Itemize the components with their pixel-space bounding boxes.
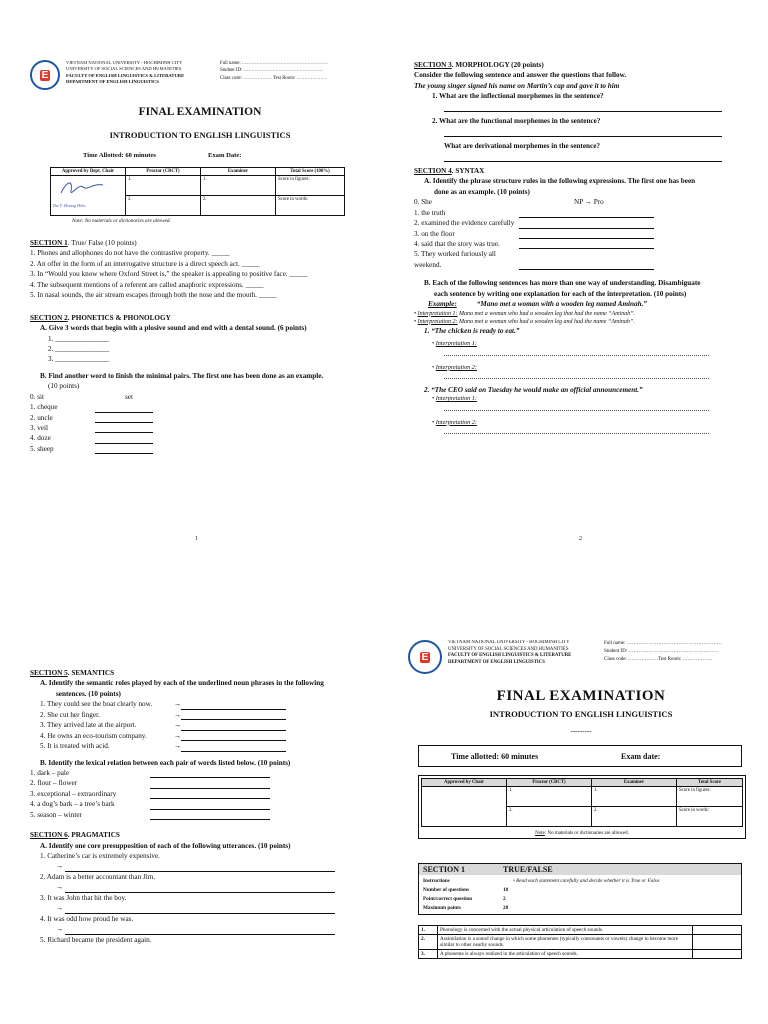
table-row: 2. Assimilation is a sound change in which some phonemes (typically consonants or vowels) change to become more similar to other nearby sounds.: [419, 935, 742, 950]
minimal-pair-row: 3. veil: [30, 423, 370, 433]
semantic-row: 1. They could see the boat clearly now. →: [30, 699, 370, 709]
answer-line[interactable]: [95, 423, 153, 433]
answer-cell[interactable]: [693, 926, 742, 935]
university-info: VIETNAM NATIONAL UNIVERSITY - HOCHIMINH CITY UNIVERSITY OF SOCIAL SCIENCES AND HUMANITIES FACULTY OF ENGLISH LINGUISTICS & LITERATURE DEPARTMENT OF ENGLISH LINGUISTICS: [66, 60, 185, 85]
answer-line[interactable]: [150, 789, 270, 799]
semantic-row: 4. He owns an eco-tourism company. →: [30, 731, 370, 741]
exam-page-4: E VIETNAM NATIONAL UNIVERSITY - HOCHIMINH CITY UNIVERSITY OF SOCIAL SCIENCES AND HUMANITIES FACULTY OF ENGLISH LINGUISTICS & LITERATURE DEPARTMENT OF ENGLISH LINGUISTICS Full name: ………………………………………………… Student ID: ……………………………………………… Class code: ………………Test Room: ……………… FINAL EXAMINATION INTRODUCTION TO ENGLISH LINGUISTICS --------- Time allotted: 60 minutes Exam date: Approved by Chair Proctor (CBCT) Examiner Total Score 1. 1. Score in figures: 2. 2. Score in words: Note: No materials or dictionaries are allowed. SECTION 1 TRUE/FALSE Instructions • Read each statement carefully and decide whether it is True or False. Number of questions 10 Point/correct question 2 Maximum points 20 1. Phonology is concerned with the actual physical articulation of speech sounds. 2. Assimilation is a sound change in which some phonemes (typically consonants or vowels) change to become more similar to other nearby sounds. 3. A phoneme is always realized in the articulation of speech sounds.: [408, 640, 754, 1024]
answer-line[interactable]: [181, 710, 286, 720]
section-1: SECTION 1. True/ False (10 points) 1. Phones and allophones do not have the contrastive property. _____ 2. An offer in the form of an interrogative structure is a direct speech act. _____ 3. In “Would you know where Oxford Street is,” the speaker is appealing to positive face. _____ 4. The subsequent mentions of a referent are called anaphoric expressions. _____ 5. In nasal sounds, the air stream escapes through both the nose and the mouth. _____: [30, 239, 308, 300]
exam-subtitle: INTRODUCTION TO ENGLISH LINGUISTICS: [489, 709, 673, 719]
minimal-pair-example: 0. sit set: [30, 392, 133, 401]
lexical-row: 4. a dog’s bark – a tree’s bark: [30, 799, 370, 809]
lexical-row: 2. flour – flower: [30, 778, 370, 788]
time-box: Time allotted: 60 minutes Exam date:: [418, 745, 742, 767]
answer-line[interactable]: [444, 355, 709, 356]
exam-date: Exam Date:: [207, 152, 242, 159]
exam-title: FINAL EXAMINATION: [496, 688, 666, 704]
answer-line[interactable]: [519, 218, 654, 228]
section-1-header: SECTION 1 TRUE/FALSE: [419, 864, 741, 875]
phrase-row: 1. the truth: [414, 208, 754, 218]
answer-line[interactable]: [519, 249, 654, 270]
section-4: SECTION 4. SYNTAX A. Identify the phrase structure rules in the following expressions. The first one has been done as an example. (10 points) 0. She NP → Pro 1. the truth 2. examined the evidence carefully 3. on the floor 4. said that the story was true. 5. They worked furiously all weekend. B. Each of the following sentences has more than one way of understanding. Disambiguate each sentence by writing one explanation for each of the interpretation. (10 points) Example: “Mano met a woman with a wooden leg named Aminah.” • Interpretation 1: Mano met a woman who had a wooden leg that had the name “Aminah”. • Interpretation 2: Mano met a woman who had a wooden leg and had the name “Aminah”. 1. “The chicken is ready to eat.” • Interpretation 1: • Interpretation 2: 2. “The CEO said on Tuesday he would make an official announcement.” • Interpretation 1: • Interpretation 2:: [414, 166, 754, 434]
table-row: 1. Phonology is concerned with the actual physical articulation of speech sounds.: [419, 926, 742, 935]
materials-note: Note: No materials or dictionaries are allowed.: [535, 831, 629, 836]
answer-line[interactable]: [95, 413, 153, 423]
answer-line[interactable]: [95, 433, 153, 443]
lexical-row: 1. dark – pale: [30, 768, 370, 778]
minimal-pair-row: 4. doze: [30, 433, 370, 443]
answer-line[interactable]: [519, 229, 654, 239]
answer-line[interactable]: [150, 778, 270, 788]
student-info: Full name: ………………………………………………… Student ID: ……………………………………………… Class code: ………………Test Room: ………………: [604, 641, 722, 662]
section-3: SECTION 3. MORPHOLOGY (20 points) Consider the following sentence and answer the questions that follow. The young singer signed his name on Martin’s cap and gave it to him 1. What are the inflectional morphemes in the sentence? 2. What are the functional morphemes in the sentence? What are derivational morphemes in the sentence?: [414, 60, 754, 162]
semantic-row: 3. They arrived late at the airport. →: [30, 720, 370, 730]
minimal-pair-row: 1. cheque: [30, 402, 370, 412]
answer-line[interactable]: [181, 720, 286, 730]
semantic-row: 2. She cut her finger. →: [30, 710, 370, 720]
section-5: SECTION 5. SEMANTICS A. Identify the semantic roles played by each of the underlined noun phrases in the following sentences. (10 points) 1. They could see the boat clearly now. → 2. She cut her finger. → 3. They arrived late at the airport. → 4. He owns an eco-tourism company. → 5. It is treated with acid. → B. Identify the lexical relation between each pair of words listed below. (10 points) 1. dark – pale 2. flour – flower 3. exceptional – extraordinary 4. a dog’s bark – a tree’s bark 5. season – winter: [30, 668, 370, 820]
answer-line[interactable]: [181, 699, 286, 709]
signature-icon: [53, 177, 113, 201]
signature-cell: Dư T. Hoàng Hiếu: [51, 176, 126, 216]
lexical-row: 5. season – winter: [30, 810, 370, 820]
university-info: VIETNAM NATIONAL UNIVERSITY - HOCHIMINH CITY UNIVERSITY OF SOCIAL SCIENCES AND HUMANITIES FACULTY OF ENGLISH LINGUISTICS & LITERATURE DEPARTMENT OF ENGLISH LINGUISTICS: [448, 640, 572, 666]
answer-line[interactable]: [519, 239, 654, 249]
answer-cell[interactable]: [693, 950, 742, 959]
answer-line[interactable]: [150, 810, 270, 820]
true-false-table: [418, 925, 742, 959]
section-1-info: Instructions • Read each statement carefully and decide whether it is True or False. Number of questions 10 Point/correct question 2 Maximum points 20: [423, 878, 661, 911]
time-allotted: Time Allotted: 60 minutes: [83, 152, 156, 159]
phrase-row: 5. They worked furiously all weekend.: [414, 249, 754, 270]
phrase-row: 2. examined the evidence carefully: [414, 218, 754, 228]
answer-line[interactable]: [181, 731, 286, 741]
section-6: SECTION 6. PRAGMATICS A. Identify one core presupposition of each of the following utterances. (10 points) 1. Catherine’s car is extremely expensive. → 2. Adam is a better accountant than Jim. → 3. It was John that hit the boy. → 4. It was odd how proud he was. → 5. Richard became the president again.: [30, 830, 370, 945]
student-info: Full name: ……………………………………………… Student ID: ………………………………………….. Class code: ……………… Test Room: ……………….: [220, 61, 329, 81]
answer-line[interactable]: [519, 208, 654, 218]
university-logo-icon: E: [30, 60, 60, 90]
phrase-row: 4. said that the story was true.: [414, 239, 754, 249]
phrase-row: 3. on the floor: [414, 229, 754, 239]
minimal-pair-row: 5. sheep: [30, 444, 370, 454]
exam-subtitle: INTRODUCTION TO ENGLISH LINGUISTICS: [109, 130, 291, 140]
answer-cell[interactable]: [693, 935, 742, 950]
score-box: [418, 775, 746, 839]
page-header: [30, 60, 370, 90]
materials-note: Note: No materials or dictionaries are allowed.: [72, 218, 171, 224]
minimal-pair-row: 2. uncle: [30, 413, 370, 423]
section-2: SECTION 2. PHONETICS & PHONOLOGY A. Give 3 words that begin with a plosive sound and end with a dental sound. (6 points) 1. _______________ 2. _______________ 3. _______________ B. Find another word to finish the minimal pairs. The first one has been done as an example. (10 points) 0. sit set 1. cheque 2. uncle 3. veil 4. doze 5. sheep: [30, 313, 370, 455]
time-row: [30, 152, 370, 159]
answer-line[interactable]: [444, 410, 709, 411]
answer-line[interactable]: [444, 433, 709, 434]
exam-page-1: [30, 60, 370, 550]
answer-line[interactable]: [444, 136, 722, 137]
answer-line[interactable]: [150, 768, 270, 778]
answer-line[interactable]: [150, 799, 270, 809]
page-number: 1: [195, 536, 198, 542]
score-table: Approved by Chair Proctor (CBCT) Examiner Total Score 1. 1. Score in figures: 2. 2. Score in words:: [421, 778, 743, 827]
score-table: Approved by Dept. Chair Proctor (CBCT) Examiner Total Score (100%) Dư T. Hoàng Hiếu 1. 1. Score in figures: 2. 2. Score in words:: [50, 167, 345, 216]
answer-line[interactable]: [444, 111, 722, 112]
exam-page-3: [30, 668, 370, 1024]
university-logo-icon: E: [408, 640, 442, 674]
page-header: [408, 640, 754, 674]
exam-title: FINAL EXAMINATION: [138, 106, 262, 118]
exam-page-2: [414, 60, 754, 550]
semantic-row: 5. It is treated with acid. →: [30, 741, 370, 751]
table-row: 3. A phoneme is always realized in the articulation of speech sounds.: [419, 950, 742, 959]
answer-line[interactable]: [444, 378, 709, 379]
lexical-row: 3. exceptional – extraordinary: [30, 789, 370, 799]
answer-line[interactable]: [181, 741, 286, 751]
answer-line[interactable]: [95, 402, 153, 412]
section-1-box: [418, 863, 742, 915]
answer-line[interactable]: [95, 444, 153, 454]
page-number: 2: [579, 536, 582, 542]
answer-line[interactable]: [444, 161, 722, 162]
